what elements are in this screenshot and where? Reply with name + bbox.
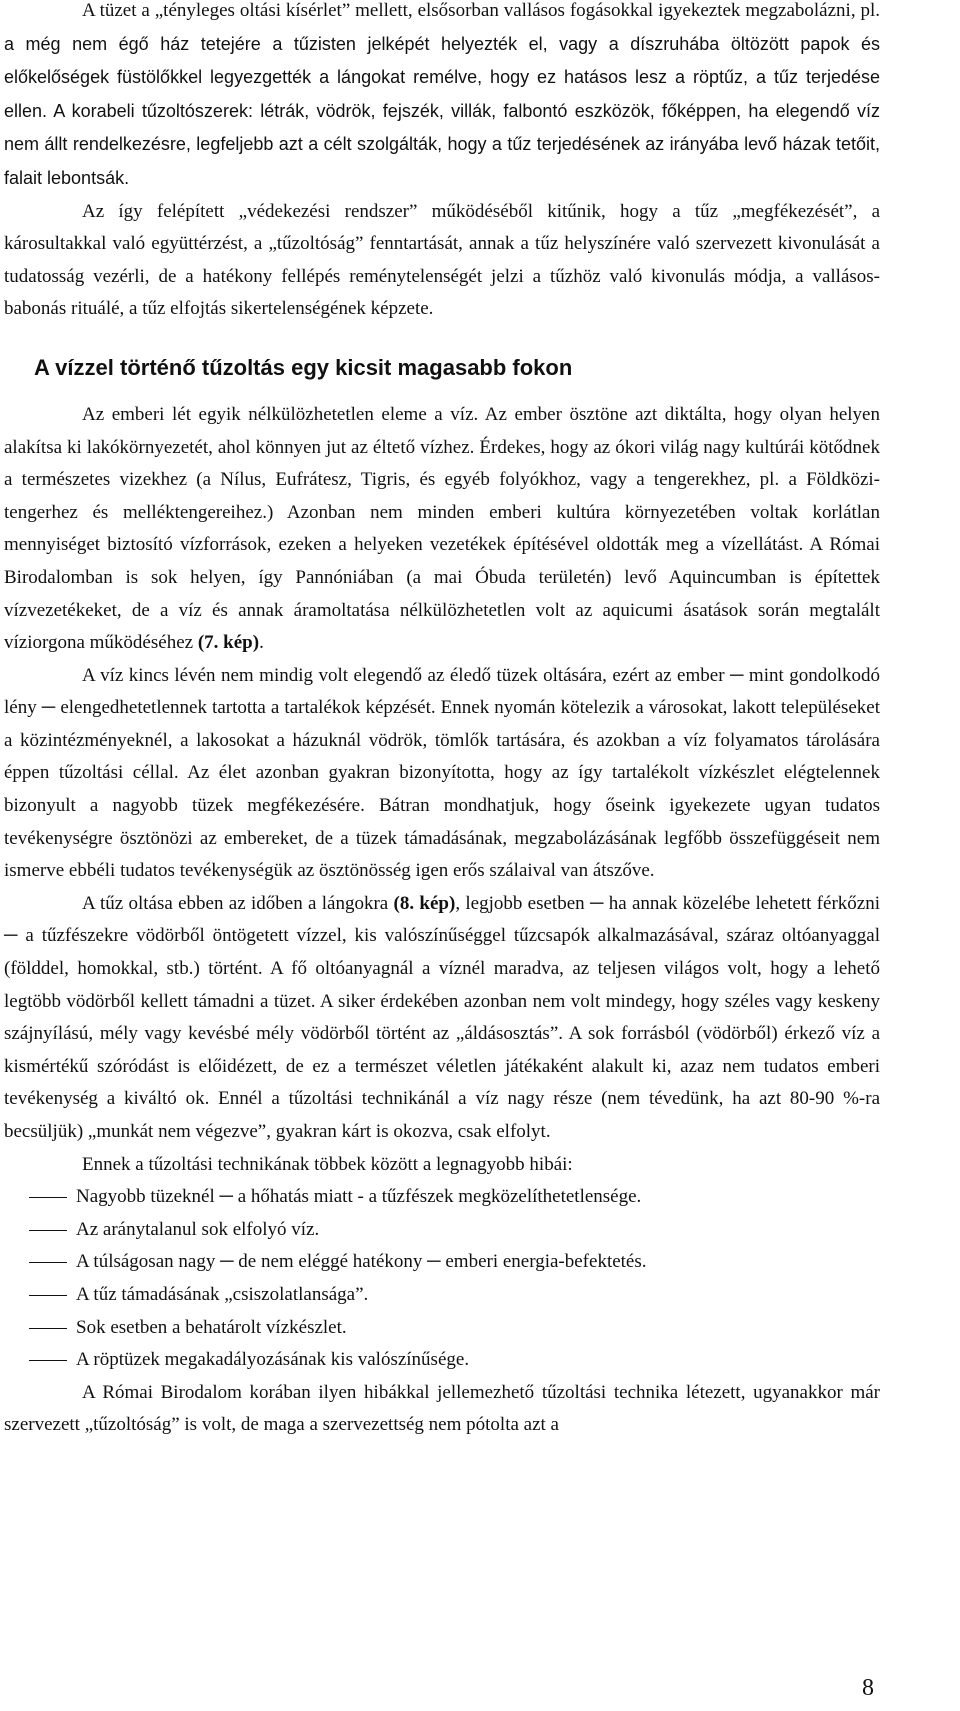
paragraph-water-essential-end: . xyxy=(259,632,264,654)
list-item-text: Nagyobb tüzeknél ─ a hőhatás miatt - a tűzfészek megközelíthetetlensége. xyxy=(76,1186,642,1208)
dash-bullet xyxy=(29,1295,67,1296)
list-item xyxy=(4,1181,880,1214)
paragraph-roman-empire: A Római Birodalom korában ilyen hibákkal jellemezhető tűzoltási technika létezett, ugyanakkor már szervezett „tűzoltóság” is volt, de maga a szervezettség nem pótolta azt a xyxy=(4,1381,880,1436)
list-item xyxy=(4,1344,880,1377)
list-item xyxy=(4,1312,880,1345)
paragraph-religious-methods-serif: A tüzet a „tényleges oltási kísérlet” mellett, elsősorban vallásos fogásokkal igyekeztek megzabolázni, pl. xyxy=(82,0,880,21)
figure-ref-8: (8. kép) xyxy=(393,892,456,914)
document-page xyxy=(4,0,880,1442)
list-item-text: A tűz támadásának „csiszolatlansága”. xyxy=(76,1283,369,1305)
dash-bullet xyxy=(29,1230,67,1231)
paragraph-water-essential-text: Az emberi lét egyik nélkülözhetetlen eleme a víz. Az ember ösztöne azt diktálta, hogy olyan helyen alakítsa ki lakókörnyezetét, ahol könnyen jut az éltető vízhez. Érdekes, hogy az ókori világ nagy kultúrái kötődnek a természetes vizekhez (a Nílus, Eufrátesz, Tigris, és egyéb folyókhoz, vagy a tengerekhez, pl. a Földközi-tengerhez és melléktengereihez.) Azonban nem minden emberi kultúra környezetében voltak korlátlan mennyiséget biztosító vízforrások, ezeken a helyeken vezetékek építésével oldották meg a vízellátást. A Római Birodalomban is sok helyen, így Pannóniában (a mai Óbuda területén) levő Aquincumban is építettek vízvezetékeket, de a víz és annak áramoltatása nélkülözhetetlen volt az aquicumi ásatások során megtalált víziorgona működéséhez xyxy=(4,403,880,654)
dash-bullet xyxy=(29,1328,67,1329)
section-heading: A vízzel történő tűzoltás egy kicsit magasabb fokon xyxy=(34,354,573,380)
list-item-text: A röptüzek megakadályozásának kis valószínűsége. xyxy=(76,1349,470,1371)
list-item-text: Sok esetben a behatárolt vízkészlet. xyxy=(76,1316,347,1338)
list-item xyxy=(4,1214,880,1247)
paragraph-religious-methods xyxy=(4,0,880,196)
page-number: 8 xyxy=(862,1675,874,1701)
paragraph-fire-extinguishing-start: A tűz oltása ebben az időben a lángokra xyxy=(82,892,394,914)
list-item xyxy=(4,1246,880,1279)
list-intro: Ennek a tűzoltási technikának többek között a legnagyobb hibái: xyxy=(82,1153,573,1175)
list-item xyxy=(4,1279,880,1312)
list-item-text: A túlságosan nagy ─ de nem eléggé hatékony ─ emberi energia-befektetés. xyxy=(76,1251,647,1273)
error-list xyxy=(4,1181,880,1377)
dash-bullet xyxy=(29,1262,67,1263)
paragraph-religious-methods-sans: a még nem égő ház tetejére a tűzisten jelképét helyezték el, vagy a díszruhába öltözött papok és előkelőségek füstölőkkel legyezgették a lángokat remélve, hogy ez hatásos lesz a röptűz, a tűz terjedése ellen. A korabeli tűzoltószerek: létrák, vödrök, fejszék, villák, falbontó eszközök, főképpen, ha elegendő víz nem állt rendelkezésre, legfeljebb azt a célt szolgálták, hogy a tűz terjedésének az irányába levő házak tetőit, falait lebontsák. xyxy=(4,33,880,188)
paragraph-water-essential xyxy=(4,399,880,660)
paragraph-fire-extinguishing-rest: , legjobb esetben ─ ha annak közelébe lehetett férkőzni ─ a tűzfészekre vödörből öntögetett vízzel, kis valószínűséggel tűzcsapók alkalmazásával, száraz oltóanyaggal (földdel, homokkal, stb.) történt. A fő oltóanyagnál a víznél maradva, az teljesen világos volt, hogy a lehető legtöbb vödörből kellett támadni a tüzet. A siker érdekében azonban nem volt mindegy, hogy széles vagy keskeny szájnyílású, mély vagy kevésbé mély vödörből történt az „áldásosztás”. A sok forrásból (vödörből) érkező víz a kismértékű szóródást is előidézett, de ez a természet véletlen játékaként alakult ki, azaz nem tudatos emberi tevékenység a kiváltó ok. Ennél a tűzoltási technikánál a víz nagy része (nem tévedünk, ha azt 80-90 %-ra becsüljük) „munkát nem végezve”, gyakran kárt is okozva, csak elfolyt. xyxy=(4,892,880,1142)
dash-bullet xyxy=(29,1197,67,1198)
list-item-text: Az aránytalanul sok elfolyó víz. xyxy=(76,1218,320,1240)
paragraph-water-reserves: A víz kincs lévén nem mindig volt elegendő az éledő tüzek oltására, ezért az ember ─ mint gondolkodó lény ─ elengedhetetlennek tartotta a tartalékok képzését. Ennek nyomán kötelezik a városokat, lakott településeket a közintézményeknél, a lakosokat a házuknál vödrök, tömlők tartására, és azokban a víz folyamatos tárolására éppen tűzoltási céllal. Az élet azonban gyakran bizonyította, hogy az így tartalékolt vízkészlet elégtelennek bizonyult a nagyobb tüzek megfékezésére. Bátran mondhatjuk, hogy őseink igyekezete ugyan tudatos tevékenységre ösztönözi az embereket, de a tüzek támadásának, megzabolázásának legfőbb összefüggéseit nem ismerve ebbéli tudatos tevékenységük az ösztönösség igen erős szálaival van átszőve. xyxy=(4,664,880,882)
paragraph-fire-extinguishing xyxy=(4,888,880,1149)
paragraph-defense-system: Az így felépített „védekezési rendszer” működéséből kitűnik, hogy a tűz „megfékezését”, a károsultakkal való együttérzést, a „tűzoltóság” fenntartását, annak a tűz helyszínére való szervezett kivonulását a tudatosság vezérli, de a hatékony fellépés reménytelenségét jelzi a tűzhöz való kivonulás módja, a vallásos-babonás rituálé, a tűz elfojtás sikertelenségének képzete. xyxy=(4,200,880,320)
dash-bullet xyxy=(29,1360,67,1361)
figure-ref-7: (7. kép) xyxy=(197,632,260,654)
